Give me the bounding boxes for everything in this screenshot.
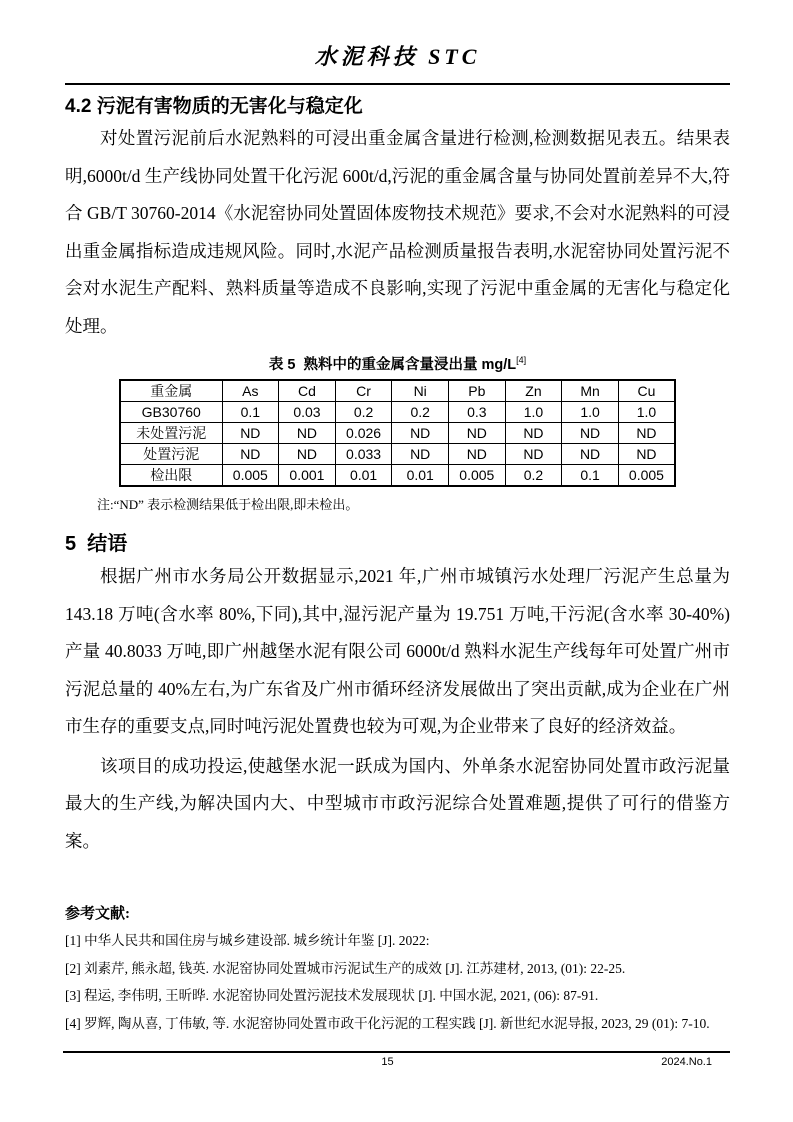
cell: ND (279, 423, 336, 444)
journal-title: 水泥科技 STC (314, 44, 481, 69)
cell: 0.033 (335, 444, 392, 465)
table-row (120, 444, 675, 465)
row-label-cell: 处置污泥 (120, 444, 222, 465)
cell: ND (505, 444, 562, 465)
table-row (120, 402, 675, 423)
cell: ND (562, 444, 619, 465)
header-cell: Pb (449, 380, 506, 402)
cell: 0.001 (279, 465, 336, 487)
header-cell: As (222, 380, 279, 402)
reference-item: [4] 罗辉, 陶从喜, 丁伟敏, 等. 水泥窑协同处置市政干化污泥的工程实践 [J]. 新世纪水泥导报, 2023, 29 (01): 7-10. (65, 1015, 710, 1031)
cell: ND (562, 423, 619, 444)
cell: 0.2 (335, 402, 392, 423)
cell: 1.0 (618, 402, 675, 423)
table-5-caption-citation: [4] (516, 355, 527, 366)
section-5-paragraph-1: 根据广州市水务局公开数据显示,2021 年,广州市城镇污水处理厂污泥产生总量为 143.18 万吨(含水率 80%,下同),其中,湿污泥产量为 19.751 万吨,干污泥(含水率 30-40%)产量 40.8033 万吨,即广州越堡水泥有限公司 6000t/d 熟料水泥生产线每年可处置广州市污泥总量的 40%左右,为广东省及广州市循环经济发展做出了突出贡献,成为企业在广州市生存的重要支点,同时吨污泥处置费也较为可观,为企业带来了良好的经济效益。 (65, 566, 730, 736)
cell: 0.005 (449, 465, 506, 487)
cell: 1.0 (505, 402, 562, 423)
cell: 0.1 (562, 465, 619, 487)
cell: ND (449, 444, 506, 465)
table-note: 注:“ND” 表示检测结果低于检出限,即未检出。 (97, 497, 359, 512)
page-number: 15 (381, 1056, 394, 1068)
table-row (120, 465, 675, 487)
cell: ND (392, 444, 449, 465)
table-5-caption (65, 353, 730, 374)
cell: 1.0 (562, 402, 619, 423)
reference-item: [2] 刘素芹, 熊永超, 钱英. 水泥窑协同处置城市污泥试生产的成效 [J]. 江苏建材, 2013, (01): 22-25. (65, 960, 626, 976)
header-cell: Cu (618, 380, 675, 402)
cell: 0.026 (335, 423, 392, 444)
cell: ND (392, 423, 449, 444)
header-rule (65, 83, 730, 85)
cell: 0.03 (279, 402, 336, 423)
row-label-cell: 检出限 (120, 465, 222, 487)
cell: 0.1 (222, 402, 279, 423)
references-heading: 参考文献: (65, 906, 130, 922)
footer-row (63, 1053, 730, 1068)
cell: ND (222, 423, 279, 444)
cell: ND (279, 444, 336, 465)
reference-item: [3] 程运, 李伟明, 王昕晔. 水泥窑协同处置污泥技术发展现状 [J]. 中国水泥, 2021, (06): 87-91. (65, 988, 599, 1003)
cell: ND (505, 423, 562, 444)
row-label-cell: 未处置污泥 (120, 423, 222, 444)
header-cell: Zn (505, 380, 562, 402)
table-row (120, 423, 675, 444)
row-label-cell: GB30760 (120, 402, 222, 423)
cell: 0.005 (618, 465, 675, 487)
header-cell: 重金属 (120, 380, 222, 402)
cell: 0.2 (392, 402, 449, 423)
table-5-caption-text: 表 5 熟料中的重金属含量浸出量 mg/L (268, 357, 517, 373)
cell: ND (618, 444, 675, 465)
page-footer (63, 1051, 730, 1068)
cell: 0.005 (222, 465, 279, 487)
section-4-2-paragraph: 对处置污泥前后水泥熟料的可浸出重金属含量进行检测,检测数据见表五。结果表明,6000t/d 生产线协同处置干化污泥 600t/d,污泥的重金属含量与协同处置前差异不大,符合 GB/T 30760-2014《水泥窑协同处置固体废物技术规范》要求,不会对水泥熟料的可浸出重金属指标造成违规风险。同时,水泥产品检测质量报告表明,水泥窑协同处置污泥不会对水泥生产配料、熟料质量等造成不良影响,实现了污泥中重金属的无害化与稳定化处理。 (65, 128, 730, 336)
reference-item: [1] 中华人民共和国住房与城乡建设部. 城乡统计年鉴 [J]. 2022: (65, 933, 430, 948)
section-4-2-heading: 4.2 污泥有害物质的无害化与稳定化 (65, 96, 363, 117)
table-header-row (120, 380, 675, 402)
header-cell: Ni (392, 380, 449, 402)
issue-number: 2024.No.1 (661, 1056, 712, 1068)
section-5-heading: 5 结语 (65, 533, 128, 555)
header-cell: Cd (279, 380, 336, 402)
cell: 0.01 (392, 465, 449, 487)
cell: 0.2 (505, 465, 562, 487)
cell: 0.3 (449, 402, 506, 423)
header-cell: Mn (562, 380, 619, 402)
heavy-metal-table (119, 379, 676, 487)
cell: ND (449, 423, 506, 444)
cell: ND (222, 444, 279, 465)
header-cell: Cr (335, 380, 392, 402)
section-5-paragraph-2: 该项目的成功投运,使越堡水泥一跃成为国内、外单条水泥窑协同处置市政污泥量最大的生产线,为解决国内大、中型城市市政污泥综合处置难题,提供了可行的借鉴方案。 (65, 755, 730, 851)
cell: 0.01 (335, 465, 392, 487)
cell: ND (618, 423, 675, 444)
